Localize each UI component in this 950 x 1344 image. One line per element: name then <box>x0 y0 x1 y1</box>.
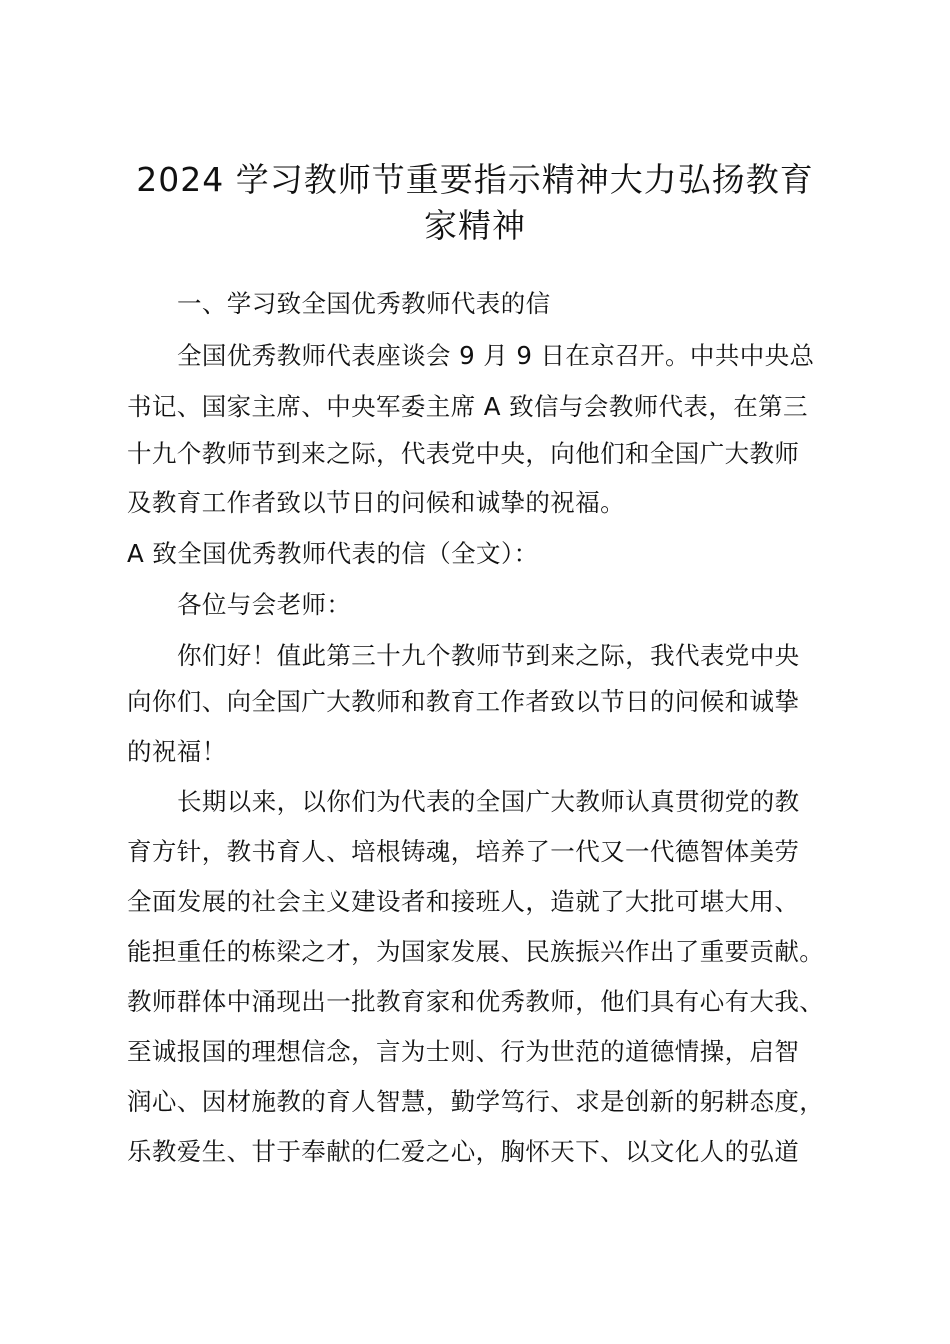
paragraph-line: 至诚报国的理想信念，言为士则、行为世范的道德情操，启智 <box>127 1037 800 1066</box>
paragraph-line: 润心、因材施教的育人智慧，勤学笃行、求是创新的躬耕态度， <box>127 1087 825 1116</box>
paragraph-line: 及教育工作者致以节日的问候和诚挚的祝福。 <box>127 488 625 517</box>
paragraph-line: 教师群体中涌现出一批教育家和优秀教师，他们具有心有大我、 <box>127 987 825 1016</box>
paragraph-line: 全国优秀教师代表座谈会 9 月 9 日在京召开。中共中央总 <box>177 341 815 370</box>
paragraph-line: 育方针，教书育人、培根铸魂，培养了一代又一代德智体美劳 <box>127 837 800 866</box>
paragraph-line: 向你们、向全国广大教师和教育工作者致以节日的问候和诚挚 <box>127 687 800 716</box>
paragraph-line: 乐教爱生、甘于奉献的仁爱之心，胸怀天下、以文化人的弘道 <box>127 1137 800 1166</box>
paragraph-line: 全面发展的社会主义建设者和接班人，造就了大批可堪大用、 <box>127 887 800 916</box>
document-title-line-1: 2024 学习教师节重要指示精神大力弘扬教育 <box>136 160 814 199</box>
paragraph-line: 你们好！值此第三十九个教师节到来之际，我代表党中央 <box>177 641 800 670</box>
paragraph-line: A 致全国优秀教师代表的信（全文）： <box>127 539 539 568</box>
salutation-line: 各位与会老师： <box>177 590 352 619</box>
document-title-line-2: 家精神 <box>424 206 526 245</box>
paragraph-line: 能担重任的栋梁之才，为国家发展、民族振兴作出了重要贡献。 <box>127 937 825 966</box>
paragraph-line: 书记、国家主席、中央军委主席 A 致信与会教师代表，在第三 <box>127 392 808 421</box>
paragraph-line: 十九个教师节到来之际，代表党中央，向他们和全国广大教师 <box>127 439 800 468</box>
section-heading: 一、学习致全国优秀教师代表的信 <box>177 289 551 318</box>
paragraph-line: 的祝福！ <box>127 737 227 766</box>
paragraph-line: 长期以来，以你们为代表的全国广大教师认真贯彻党的教 <box>177 787 800 816</box>
